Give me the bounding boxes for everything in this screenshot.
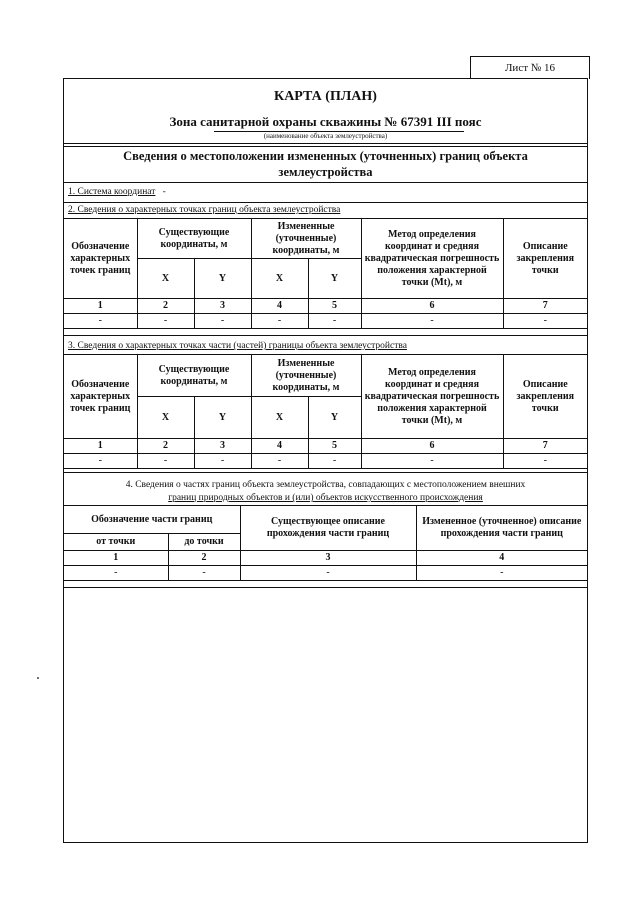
header-from-point: от точки [64,534,168,551]
table-row [64,314,587,329]
column-number: 3 [194,299,251,314]
table-row [64,454,587,469]
table-cell: - [64,314,137,329]
header-fixing-description: Описание закрепления точки [503,355,587,439]
header-x: X [137,397,194,439]
header-existing-coords: Существующие координаты, м [137,219,251,259]
column-number: 1 [64,551,168,566]
table-row [64,566,587,581]
section2-label: 2. Сведения о характерных точках границ объекта землеустройства [68,205,341,215]
column-number: 2 [137,299,194,314]
header-point-designation: Обозначение характерных точек границ [64,219,137,299]
header-boundary-part: Обозначение части границ [64,506,240,534]
object-caption: (наименование объекта землеустройства) [263,132,388,140]
table-cell: - [503,454,587,469]
header-existing-description: Существующее описание прохождения части границ [240,506,416,551]
section-heading-line1: Сведения о местоположении измененных (уточненных) границ объекта [123,149,528,163]
part-points-table [64,354,587,469]
column-number: 2 [168,551,240,566]
table-cell: - [137,314,194,329]
document-frame [63,78,588,843]
column-number: 3 [194,439,251,454]
scan-speck [37,677,39,679]
document-title: КАРТА (ПЛАН) [274,89,377,104]
header-y: Y [194,397,251,439]
divider [64,587,587,588]
header-to-point: до точки [168,534,240,551]
section4-label-line1: 4. Сведения о частях границ объекта землеустройства, совпадающих с местоположением внешних [125,480,526,490]
divider [64,143,587,144]
column-number: 2 [137,439,194,454]
sheet-number-label: Лист № 16 [504,62,556,74]
column-number: 4 [251,299,308,314]
table-cell: - [308,314,361,329]
document-subtitle: Зона санитарной охраны скважины № 67391 III пояс [169,114,482,129]
header-method: Метод определения координат и средняя квадратическая погрешность положения характерной точки (Mt), м [361,355,503,439]
table-cell: - [308,454,361,469]
table-cell: - [137,454,194,469]
header-changed-coords: Измененные (уточненные) координаты, м [251,355,361,397]
column-number-row [64,299,587,314]
table-cell: - [168,566,240,581]
column-number: 4 [251,439,308,454]
coordinate-system-label: 1. Система координат - [68,187,166,197]
boundary-parts-table [64,505,587,581]
column-number: 1 [64,439,137,454]
column-number: 5 [308,299,361,314]
header-x: X [137,259,194,299]
divider [64,335,587,336]
column-number: 7 [503,299,587,314]
header-changed-coords: Измененные (уточненные) координаты, м [251,219,361,259]
header-changed-description: Измененное (уточненное) описание прохождения части границ [416,506,587,551]
header-existing-coords: Существующие координаты, м [137,355,251,397]
table-cell: - [361,314,503,329]
header-fixing-description: Описание закрепления точки [503,219,587,299]
table-cell: - [240,566,416,581]
column-number: 1 [64,299,137,314]
divider [64,182,587,183]
header-x: X [251,397,308,439]
section3-label: 3. Сведения о характерных точках части (частей) границы объекта землеустройства [68,341,407,351]
sheet-number-box [470,56,590,79]
section-heading-line2: землеустройства [278,165,373,179]
characteristic-points-table [64,218,587,329]
column-number: 4 [416,551,587,566]
column-number: 3 [240,551,416,566]
column-number-row [64,551,587,566]
header-y: Y [308,397,361,439]
divider [64,202,587,203]
header-y: Y [194,259,251,299]
table-cell: - [251,454,308,469]
table-cell: - [503,314,587,329]
table-cell: - [64,454,137,469]
header-method: Метод определения координат и средняя квадратическая погрешность положения характерной точки (Mt), м [361,219,503,299]
table-cell: - [194,314,251,329]
section4-label-line2: границ природных объектов и (или) объектов искусственного происхождения [168,493,483,503]
table-cell: - [251,314,308,329]
table-cell: - [194,454,251,469]
divider [64,472,587,473]
column-number-row [64,439,587,454]
table-cell: - [64,566,168,581]
header-y: Y [308,259,361,299]
column-number: 6 [361,299,503,314]
column-number: 6 [361,439,503,454]
table-cell: - [361,454,503,469]
header-x: X [251,259,308,299]
column-number: 5 [308,439,361,454]
divider [64,146,587,147]
header-point-designation: Обозначение характерных точек границ [64,355,137,439]
table-cell: - [416,566,587,581]
column-number: 7 [503,439,587,454]
